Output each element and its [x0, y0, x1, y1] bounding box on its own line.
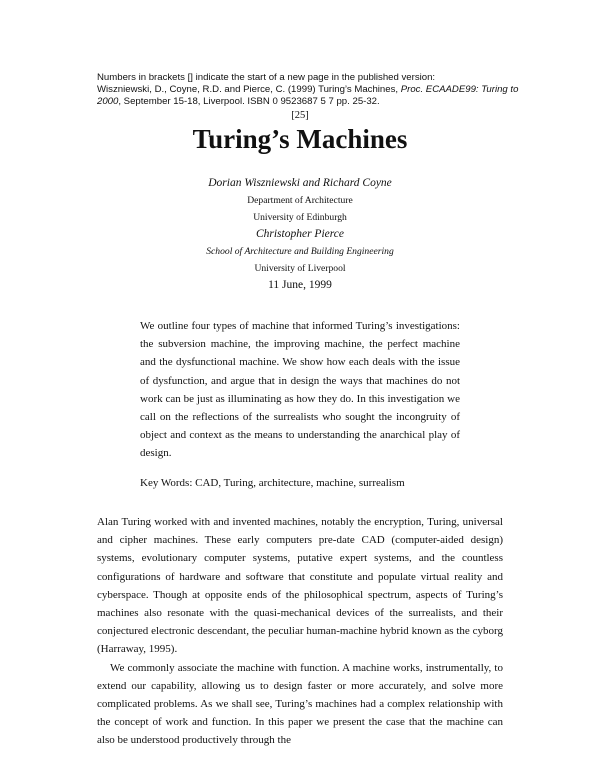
author-university: University of Edinburgh [253, 212, 347, 223]
author-school: School of Architecture and Building Engineering [206, 246, 394, 257]
paragraph: Alan Turing worked with and invented machines, notably the encryption, Turing, universal and cipher machines. These early computers pre-date CAD (computer-aided design) systems, evolutionary computer systems, putative expert systems, and the countless configurations of hardware and software that constitute and populate virtual reality and cyberspace. Though at opposite ends of the philosophical spectrum, aspects of Turing’s machines also resonate with the quasi-mechanical devices of the surrealists, and their conjectured electronic descendant, the peculiar human-machine hybrid known as the cyborg (Harraway, 1995). [97, 516, 503, 656]
citation-proceedings: Proc. ECAADE99: Turing to 2000 [97, 84, 519, 107]
paragraph: We commonly associate the machine with function. A machine works, instrumentally, to extend our capability, allowing us to design faster or more accurately, and solve more complicated problems. As we shall see, Turing’s machines had a complex relationship with the concept of work and function. In this paper we present the case that the machine can also be understood productively through the [97, 661, 503, 747]
author-university-second: University of Liverpool [254, 263, 346, 274]
body-text [97, 513, 503, 750]
publication-note-line: Numbers in brackets [] indicate the start of a new page in the published version: [97, 72, 436, 83]
author-name-second: Christopher Pierce [255, 228, 345, 240]
author-names: Dorian Wiszniewski and Richard Coyne [208, 177, 392, 189]
publication-note [97, 72, 527, 108]
author-block [0, 175, 600, 293]
citation [97, 84, 527, 108]
paper-title: Turing’s Machines [192, 124, 408, 154]
page-number-marker: [25] [291, 110, 309, 121]
abstract: We outline four types of machine that informed Turing’s investigations: the subversion machine, the improving machine, the perfect machine and the dysfunctional machine. We show how each deals with the issue of dysfunction, and argue that in design the ways that machines do not work can be just as illuminating as how they do. In this investigation we call on the reflections of the surrealists who sought the incongruity of object and context as the means to understanding the anarchical play of design. [140, 320, 460, 460]
citation-details: , September 15-18, Liverpool. ISBN 0 9523687 5 7 pp. 25-32. [118, 96, 380, 107]
author-department: Department of Architecture [247, 195, 353, 206]
citation-authors: Wiszniewski, D., Coyne, R.D. and Pierce, C. (1999) Turing’s Machines, [97, 84, 401, 95]
keywords: Key Words: CAD, Turing, architecture, machine, surrealism [140, 477, 405, 489]
paper-date: 11 June, 1999 [268, 279, 332, 291]
